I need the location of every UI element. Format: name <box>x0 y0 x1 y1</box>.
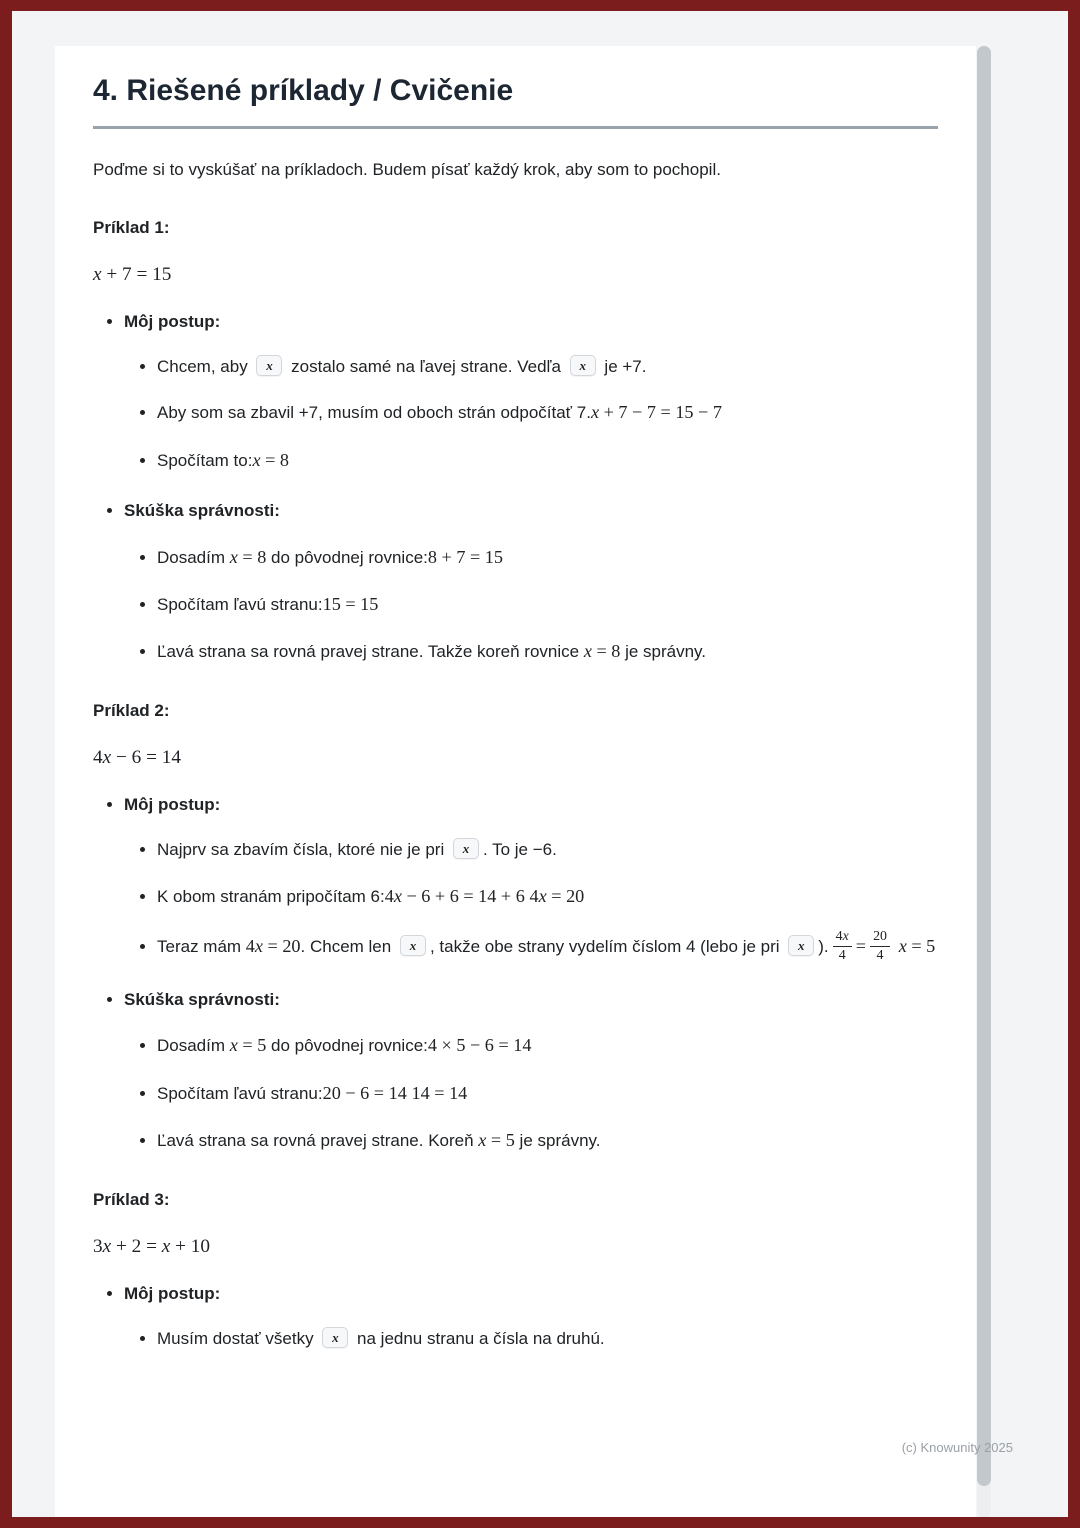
x-variable-chip: x <box>453 838 479 859</box>
math-expression: x = 8 <box>252 449 289 470</box>
step-group <box>124 791 938 964</box>
step-item: • Chcem, aby x zostalo samé na ľavej strane. Vedľa x je +7. <box>157 353 938 381</box>
step-item: • Spočítam ľavú stranu:15 = 15 <box>157 590 938 619</box>
math-expression: 4x = 20 <box>529 885 585 906</box>
steps-list <box>93 791 938 1156</box>
step-group <box>124 497 938 667</box>
math-expression: 15 = 15 <box>322 594 379 614</box>
group-label: Môj postup: <box>124 1283 221 1303</box>
intro-paragraph: Poďme si to vyskúšať na príkladoch. Budem písať každý krok, aby som to pochopil. <box>93 159 721 179</box>
math-expression: x = 8 <box>583 641 621 662</box>
math-expression: x = 5 <box>478 1130 515 1151</box>
group-label: Môj postup: <box>124 311 221 331</box>
math-expression: 14 = 14 <box>411 1082 468 1103</box>
step-item: • Musím dostať všetky x na jednu stranu a čísla na druhú. <box>157 1325 938 1353</box>
sub-steps-list <box>124 1031 938 1155</box>
document-card <box>55 46 976 1519</box>
example-heading: Príklad 2: <box>93 700 170 720</box>
watermark: (c) Knowunity 2025 <box>901 1440 1013 1455</box>
step-item: • Ľavá strana sa rovná pravej strane. Koreň x = 5 je správny. <box>157 1126 938 1155</box>
example-equation <box>93 1236 938 1258</box>
step-item: • Teraz mám 4x = 20. Chcem len x , takže obe strany vydelím číslom 4 (lebo je pri x ). $\frac{4x}{4}$ = $\frac{20}{4}$ x = 5 <box>157 929 938 964</box>
math-expression: 4x = 20 <box>245 935 301 956</box>
step-group <box>124 986 938 1156</box>
math-expression: x = 5 <box>229 1035 267 1056</box>
examples <box>93 218 938 1353</box>
steps-list <box>93 1280 938 1353</box>
math-expression: 4 <box>838 948 846 964</box>
math-expression: x + 7 = 15 <box>93 263 172 285</box>
step-item: • Aby som sa zbavil +7, musím od oboch strán odpočítať 7.x + 7 − 7 = 15 − 7 <box>157 398 938 427</box>
math-expression: 20 − 6 = 14 <box>322 1082 407 1103</box>
x-variable-chip: x <box>788 935 814 956</box>
math-expression: 4x − 6 + 6 = 14 + 6 <box>384 885 525 906</box>
scrollbar-thumb[interactable] <box>977 46 991 1486</box>
x-variable-chip: x <box>400 935 426 956</box>
step-item: • Dosadím x = 5 do pôvodnej rovnice:4 × 5 − 6 = 14 <box>157 1031 938 1060</box>
scrollbar[interactable] <box>977 46 991 1519</box>
fraction <box>833 929 852 964</box>
math-expression: 4 <box>876 948 884 964</box>
page-title: 4. Riešené príklady / Cvičenie <box>93 74 514 107</box>
group-label: Skúška správnosti: <box>124 990 280 1010</box>
sub-steps-list <box>124 1325 938 1353</box>
sub-steps-list <box>124 353 938 475</box>
step-group <box>124 1280 938 1353</box>
example-heading: Príklad 3: <box>93 1189 170 1209</box>
math-expression: 8 + 7 = 15 <box>427 546 503 567</box>
title-divider <box>93 126 938 129</box>
x-variable-chip: x <box>570 355 596 376</box>
math-expression: = <box>855 935 867 956</box>
math-expression: 4x − 6 = 14 <box>93 746 182 768</box>
math-expression: x = 5 <box>898 935 936 956</box>
sub-steps-list <box>124 543 938 667</box>
steps-list <box>93 308 938 667</box>
step-item: • Najprv sa zbavím čísla, ktoré nie je pri x . To je −6. <box>157 836 938 864</box>
step-item: • K obom stranám pripočítam 6:4x − 6 + 6 = 14 + 6 4x = 20 <box>157 882 938 911</box>
step-group <box>124 308 938 476</box>
fraction <box>870 929 890 964</box>
math-expression: 4 × 5 − 6 = 14 <box>427 1035 532 1056</box>
step-item: • Spočítam ľavú stranu:20 − 6 = 14 14 = 14 <box>157 1079 938 1108</box>
group-label: Skúška správnosti: <box>124 501 280 521</box>
x-variable-chip: x <box>256 355 282 376</box>
math-expression: 20 <box>873 929 887 945</box>
math-expression: x + 7 − 7 = 15 − 7 <box>590 402 722 423</box>
example-heading: Príklad 1: <box>93 217 170 237</box>
group-label: Môj postup: <box>124 794 221 814</box>
step-item: • Dosadím x = 8 do pôvodnej rovnice:8 + 7 = 15 <box>157 543 938 572</box>
x-variable-chip: x <box>322 1327 348 1348</box>
example-equation <box>93 264 938 286</box>
math-expression: x = 8 <box>229 546 267 567</box>
step-item: • Ľavá strana sa rovná pravej strane. Takže koreň rovnice x = 8 je správny. <box>157 637 938 666</box>
math-expression: 4x <box>835 929 849 945</box>
step-item: • Spočítam to:x = 8 <box>157 446 938 475</box>
example-equation <box>93 747 938 769</box>
math-expression: 3x + 2 = x + 10 <box>93 1235 211 1257</box>
sub-steps-list <box>124 836 938 964</box>
